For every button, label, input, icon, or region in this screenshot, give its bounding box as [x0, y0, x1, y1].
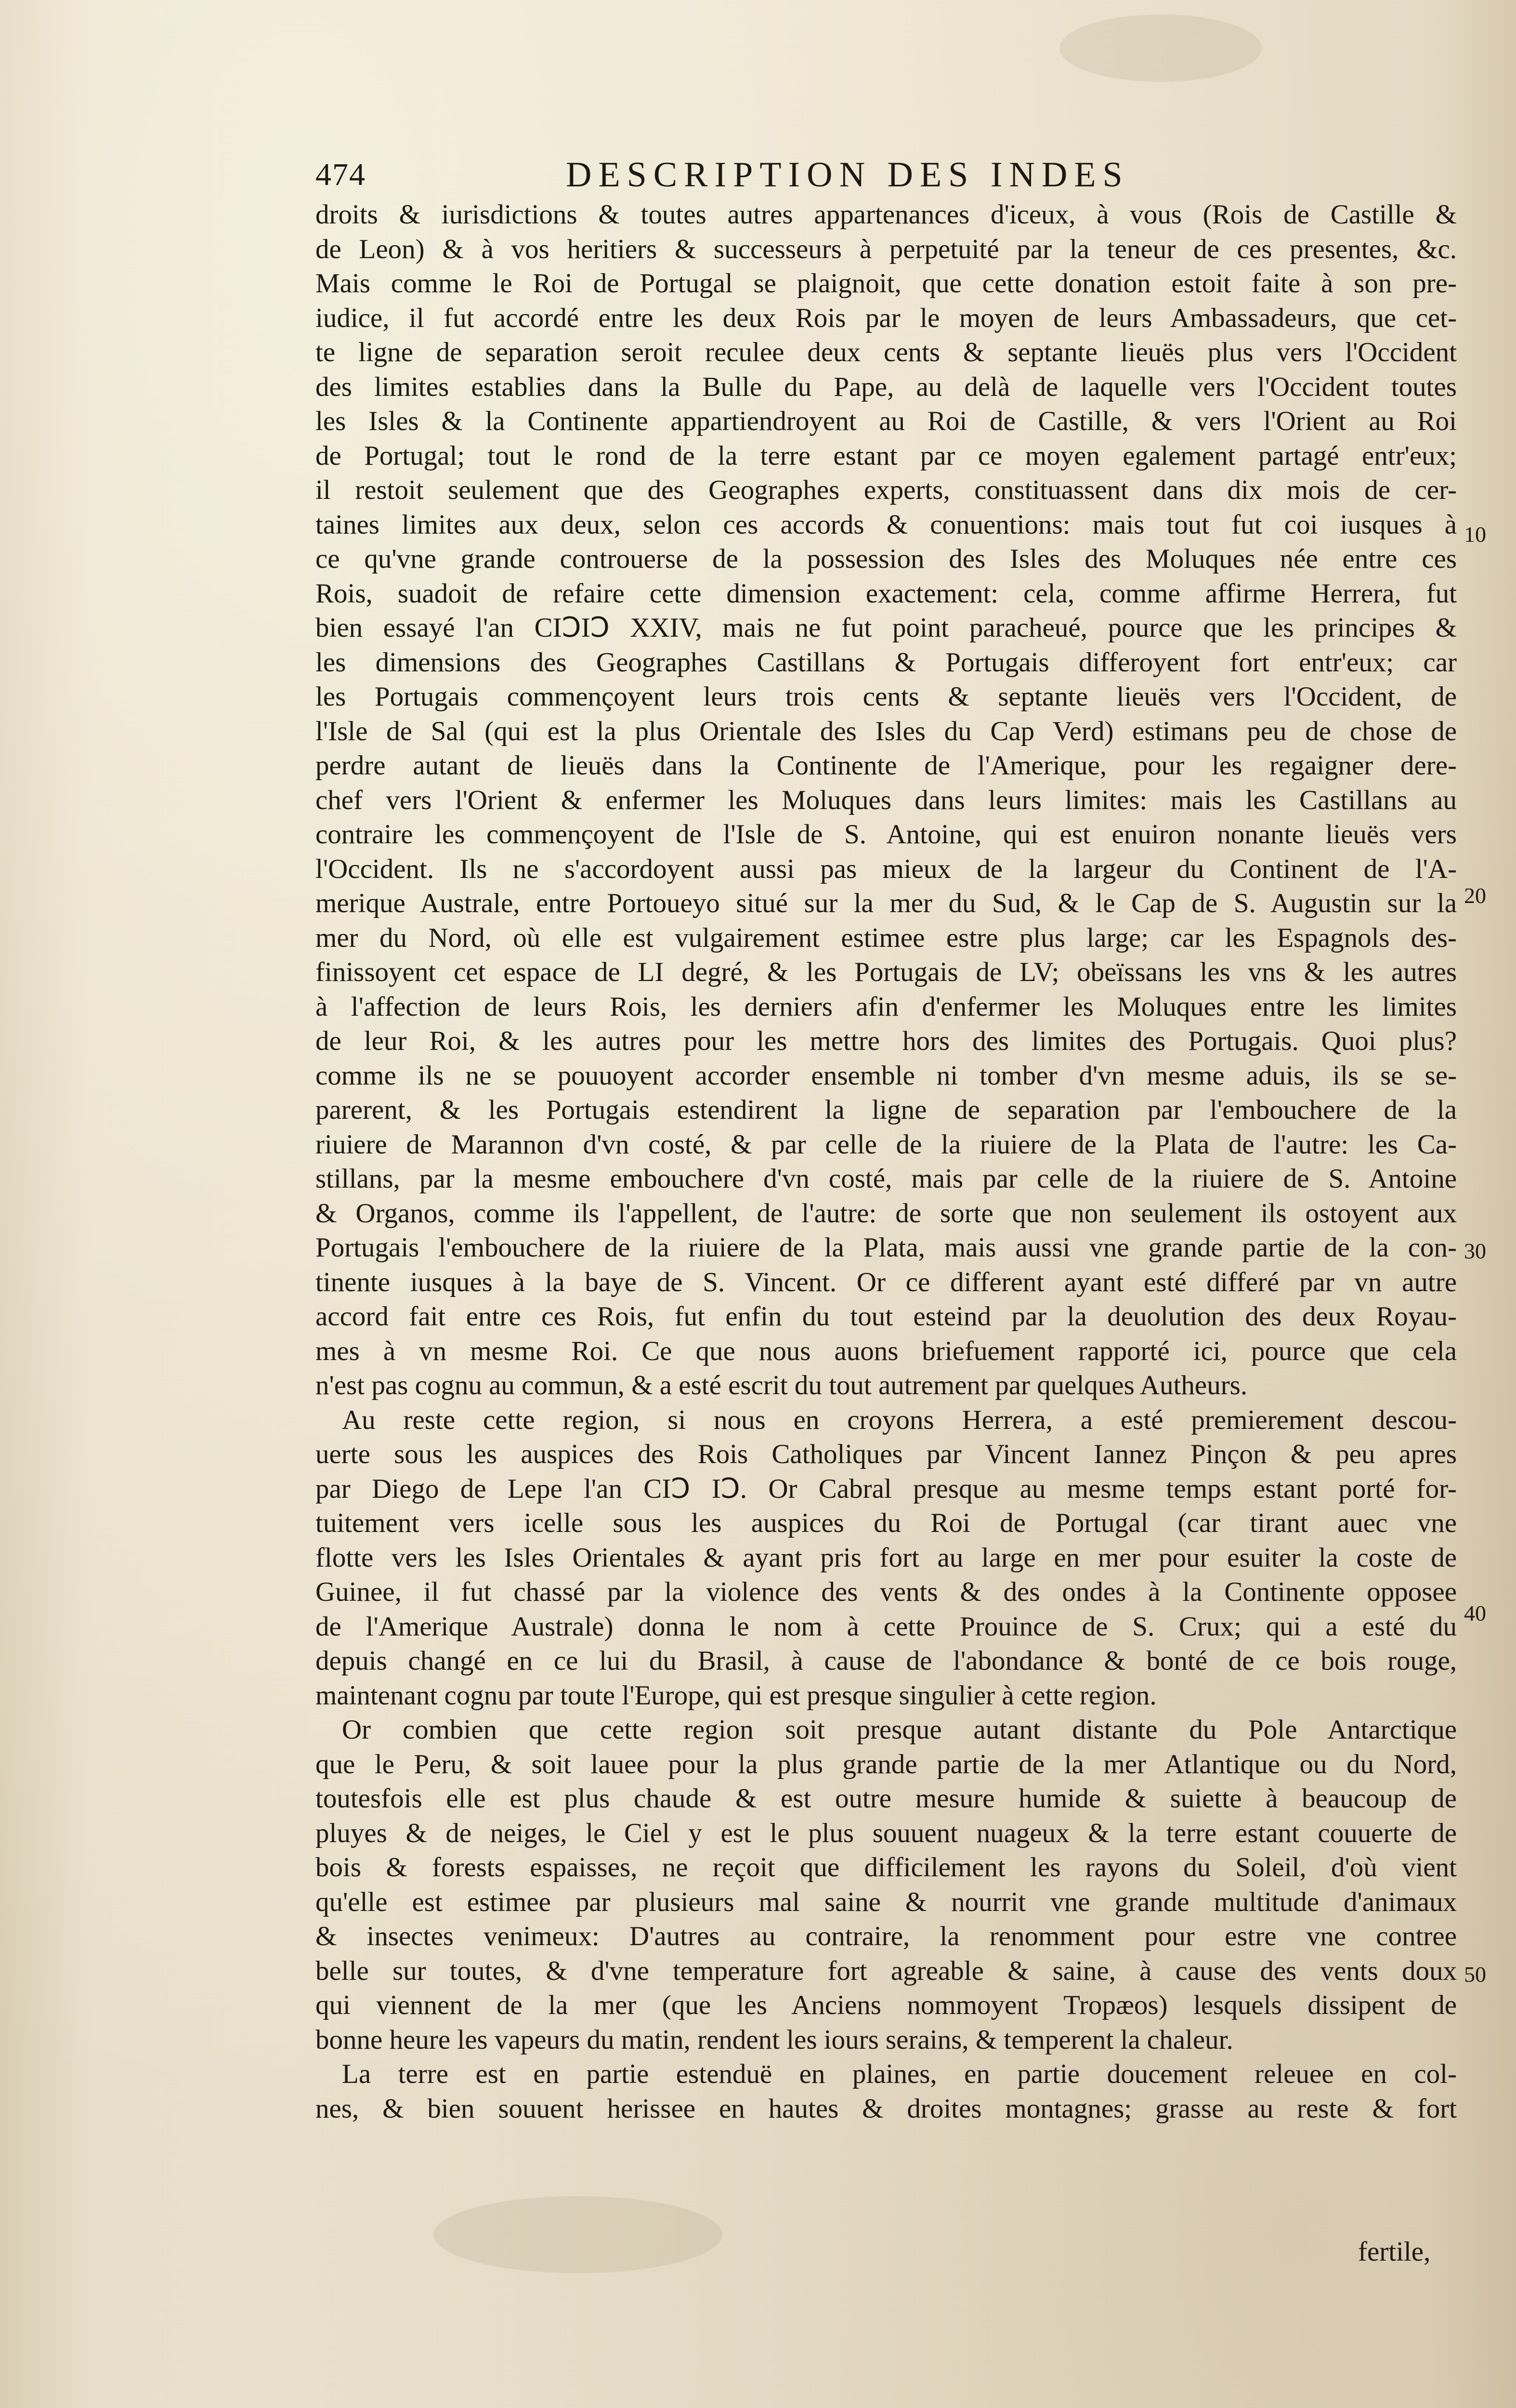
- page-header: [315, 153, 1279, 196]
- text-line: stillans, par la mesme embouchere d'vn costé, mais par celle de la riuiere de S. Antoine: [315, 1164, 1457, 1194]
- text-line: tinente iusques à la baye de S. Vincent. Or ce different ayant esté differé par vn autre: [315, 1267, 1457, 1297]
- text-line: bois & forests espaisses, ne reçoit que difficilement les rayons du Soleil, d'où vient: [315, 1852, 1457, 1883]
- text-line: que le Peru, & soit lauee pour la plus grande partie de la mer Atlantique ou du Nord,: [315, 1749, 1457, 1780]
- running-title: DESCRIPTION DES INDES: [566, 155, 1129, 195]
- text-line: il restoit seulement que des Geographes experts, constituassent dans dix mois de cer-: [315, 475, 1457, 505]
- text-line: nes, & bien souuent herissee en hautes & droites montagnes; grasse au reste & fort: [315, 2093, 1457, 2124]
- text-line: de Leon) & à vos heritiers & successeurs à perpetuité par la teneur de ces presentes, &c.: [315, 234, 1457, 264]
- text-line: perdre autant de lieuës dans la Continente de l'Amerique, pour les regaigner dere-: [315, 750, 1457, 781]
- page-number: 474: [315, 157, 366, 192]
- text-line: te ligne de separation seroit reculee deux cents & septante lieuës plus vers l'Occident: [315, 337, 1457, 367]
- text-line: des limites establies dans la Bulle du Pape, au delà de laquelle vers l'Occident toutes: [315, 371, 1457, 402]
- margin-line-number: 10: [1464, 522, 1486, 547]
- margin-line-number: 50: [1464, 1962, 1486, 1987]
- text-line: bien essayé l'an CIↃIↃ XXIV, mais ne fut point paracheué, pource que les principes &: [315, 613, 1457, 643]
- page-stain: [1059, 14, 1262, 82]
- text-line: maintenant cognu par toute l'Europe, qui est presque singulier à cette region.: [315, 1680, 1157, 1711]
- text-line: chef vers l'Orient & enfermer les Moluques dans leurs limites: mais les Castillans au: [315, 785, 1457, 815]
- text-line: bonne heure les vapeurs du matin, rendent les iours serains, & temperent la chaleur.: [315, 2024, 1233, 2055]
- text-line: à l'affection de leurs Rois, les derniers afin d'enfermer les Moluques entre les limites: [315, 991, 1457, 1022]
- margin-line-number: 30: [1464, 1239, 1486, 1263]
- text-line: uerte sous les auspices des Rois Catholiques par Vincent Iannez Pinçon & peu apres: [315, 1439, 1457, 1469]
- text-line: finissoyent cet espace de LI degré, & les Portugais de LV; obeïssans les vns & les autres: [315, 957, 1457, 987]
- text-line: mes à vn mesme Roi. Ce que nous auons briefuement rapporté ici, pource que cela: [315, 1335, 1457, 1366]
- text-line: flotte vers les Isles Orientales & ayant pris fort au large en mer pour esuiter la coste de: [315, 1542, 1457, 1573]
- text-line: taines limites aux deux, selon ces accords & conuentions: mais tout fut coi iusques à: [315, 509, 1457, 540]
- page-stain: [433, 2196, 722, 2273]
- text-line: de Portugal; tout le rond de la terre estant par ce moyen egalement partagé entr'eux;: [315, 440, 1457, 471]
- text-line: Mais comme le Roi de Portugal se plaignoit, que cette donation estoit faite à son pre-: [315, 268, 1457, 299]
- text-line: depuis changé en ce lui du Brasil, à cause de l'abondance & bonté de ce bois rouge,: [315, 1646, 1457, 1676]
- text-line: parerent, & les Portugais estendirent la ligne de separation par l'embouchere de la: [315, 1095, 1457, 1125]
- text-line: contraire les commençoyent de l'Isle de S. Antoine, qui est enuiron nonante lieuës vers: [315, 819, 1457, 850]
- text-line: mer du Nord, où elle est vulgairement estimee estre plus large; car les Espagnols des-: [315, 922, 1457, 953]
- text-line: n'est pas cognu au commun, & a esté escrit du tout autrement par quelques Autheurs.: [315, 1370, 1248, 1400]
- text-line: qui viennent de la mer (que les Anciens nommoyent Tropæos) lesquels dissipent de: [315, 1990, 1457, 2020]
- margin-line-number: 40: [1464, 1601, 1486, 1625]
- text-line: par Diego de Lepe l'an CIↃ IↃ. Or Cabral presque au mesme temps estant porté for-: [315, 1473, 1457, 1504]
- text-line: iudice, il fut accordé entre les deux Rois par le moyen de leurs Ambassadeurs, que cet-: [315, 302, 1457, 333]
- text-line: les dimensions des Geographes Castillans & Portugais differoyent fort entr'eux; car: [315, 647, 1457, 678]
- text-line: Or combien que cette region soit presque autant distante du Pole Antarctique: [342, 1714, 1457, 1745]
- text-line: ce qu'vne grande controuerse de la possession des Isles des Moluques née entre ces: [315, 544, 1457, 574]
- text-line: accord fait entre ces Rois, fut enfin du tout esteind par la deuolution des deux Royau-: [315, 1301, 1457, 1332]
- text-line: belle sur toutes, & d'vne temperature fort agreable & saine, à cause des vents doux: [315, 1955, 1457, 1986]
- text-line: les Portugais commençoyent leurs trois cents & septante lieuës vers l'Occident, de: [315, 681, 1457, 712]
- text-line: Au reste cette region, si nous en croyons Herrera, a esté premierement descou-: [342, 1404, 1457, 1435]
- text-line: comme ils ne se pouuoyent accorder ensemble ni tomber d'vn mesme aduis, ils se se-: [315, 1060, 1457, 1091]
- text-line: de leur Roi, & les autres pour les mettre hors des limites des Portugais. Quoi plus?: [315, 1026, 1457, 1056]
- text-line: riuiere de Marannon d'vn costé, & par celle de la riuiere de la Plata de l'autre: les Ca-: [315, 1129, 1457, 1160]
- text-line: merique Australe, entre Portoueyo situé sur la mer du Sud, & le Cap de S. Augustin sur la: [315, 888, 1457, 918]
- text-line: pluyes & de neiges, le Ciel y est le plus souuent nuageux & la terre estant couuerte de: [315, 1818, 1457, 1848]
- text-line: Rois, suadoit de refaire cette dimension exactement: cela, comme affirme Herrera, fut: [315, 578, 1457, 609]
- text-line: Portugais l'embouchere de la riuiere de la Plata, mais aussi vne grande partie de la con-: [315, 1232, 1457, 1263]
- text-line: l'Isle de Sal (qui est la plus Orientale des Isles du Cap Verd) estimans peu de chose de: [315, 716, 1457, 746]
- text-line: Guinee, il fut chassé par la violence des vents & des ondes à la Continente opposee: [315, 1577, 1457, 1607]
- text-line: toutesfois elle est plus chaude & est outre mesure humide & suiette à beaucoup de: [315, 1783, 1457, 1814]
- text-line: qu'elle est estimee par plusieurs mal saine & nourrit vne grande multitude d'animaux: [315, 1886, 1457, 1917]
- catchword: fertile,: [1358, 2237, 1431, 2267]
- text-line: & Organos, comme ils l'appellent, de l'autre: de sorte que non seulement ils ostoyent aux: [315, 1198, 1457, 1229]
- text-line: de l'Amerique Australe) donna le nom à cette Prouince de S. Crux; qui a esté du: [315, 1611, 1457, 1642]
- text-line: tuitement vers icelle sous les auspices du Roi de Portugal (car tirant auec vne: [315, 1508, 1457, 1538]
- text-line: les Isles & la Continente appartiendroyent au Roi de Castille, & vers l'Orient au Roi: [315, 406, 1457, 436]
- text-line: La terre est en partie estenduë en plaines, en partie doucement releuee en col-: [342, 2059, 1457, 2089]
- text-line: & insectes venimeux: D'autres au contraire, la renomment pour estre vne contree: [315, 1921, 1457, 1951]
- margin-line-number: 20: [1464, 883, 1486, 908]
- text-line: l'Occident. Ils ne s'accordoyent aussi pas mieux de la largeur du Continent de l'A-: [315, 853, 1457, 884]
- text-line: droits & iurisdictions & toutes autres appartenances d'iceux, à vous (Rois de Castille &: [315, 199, 1457, 230]
